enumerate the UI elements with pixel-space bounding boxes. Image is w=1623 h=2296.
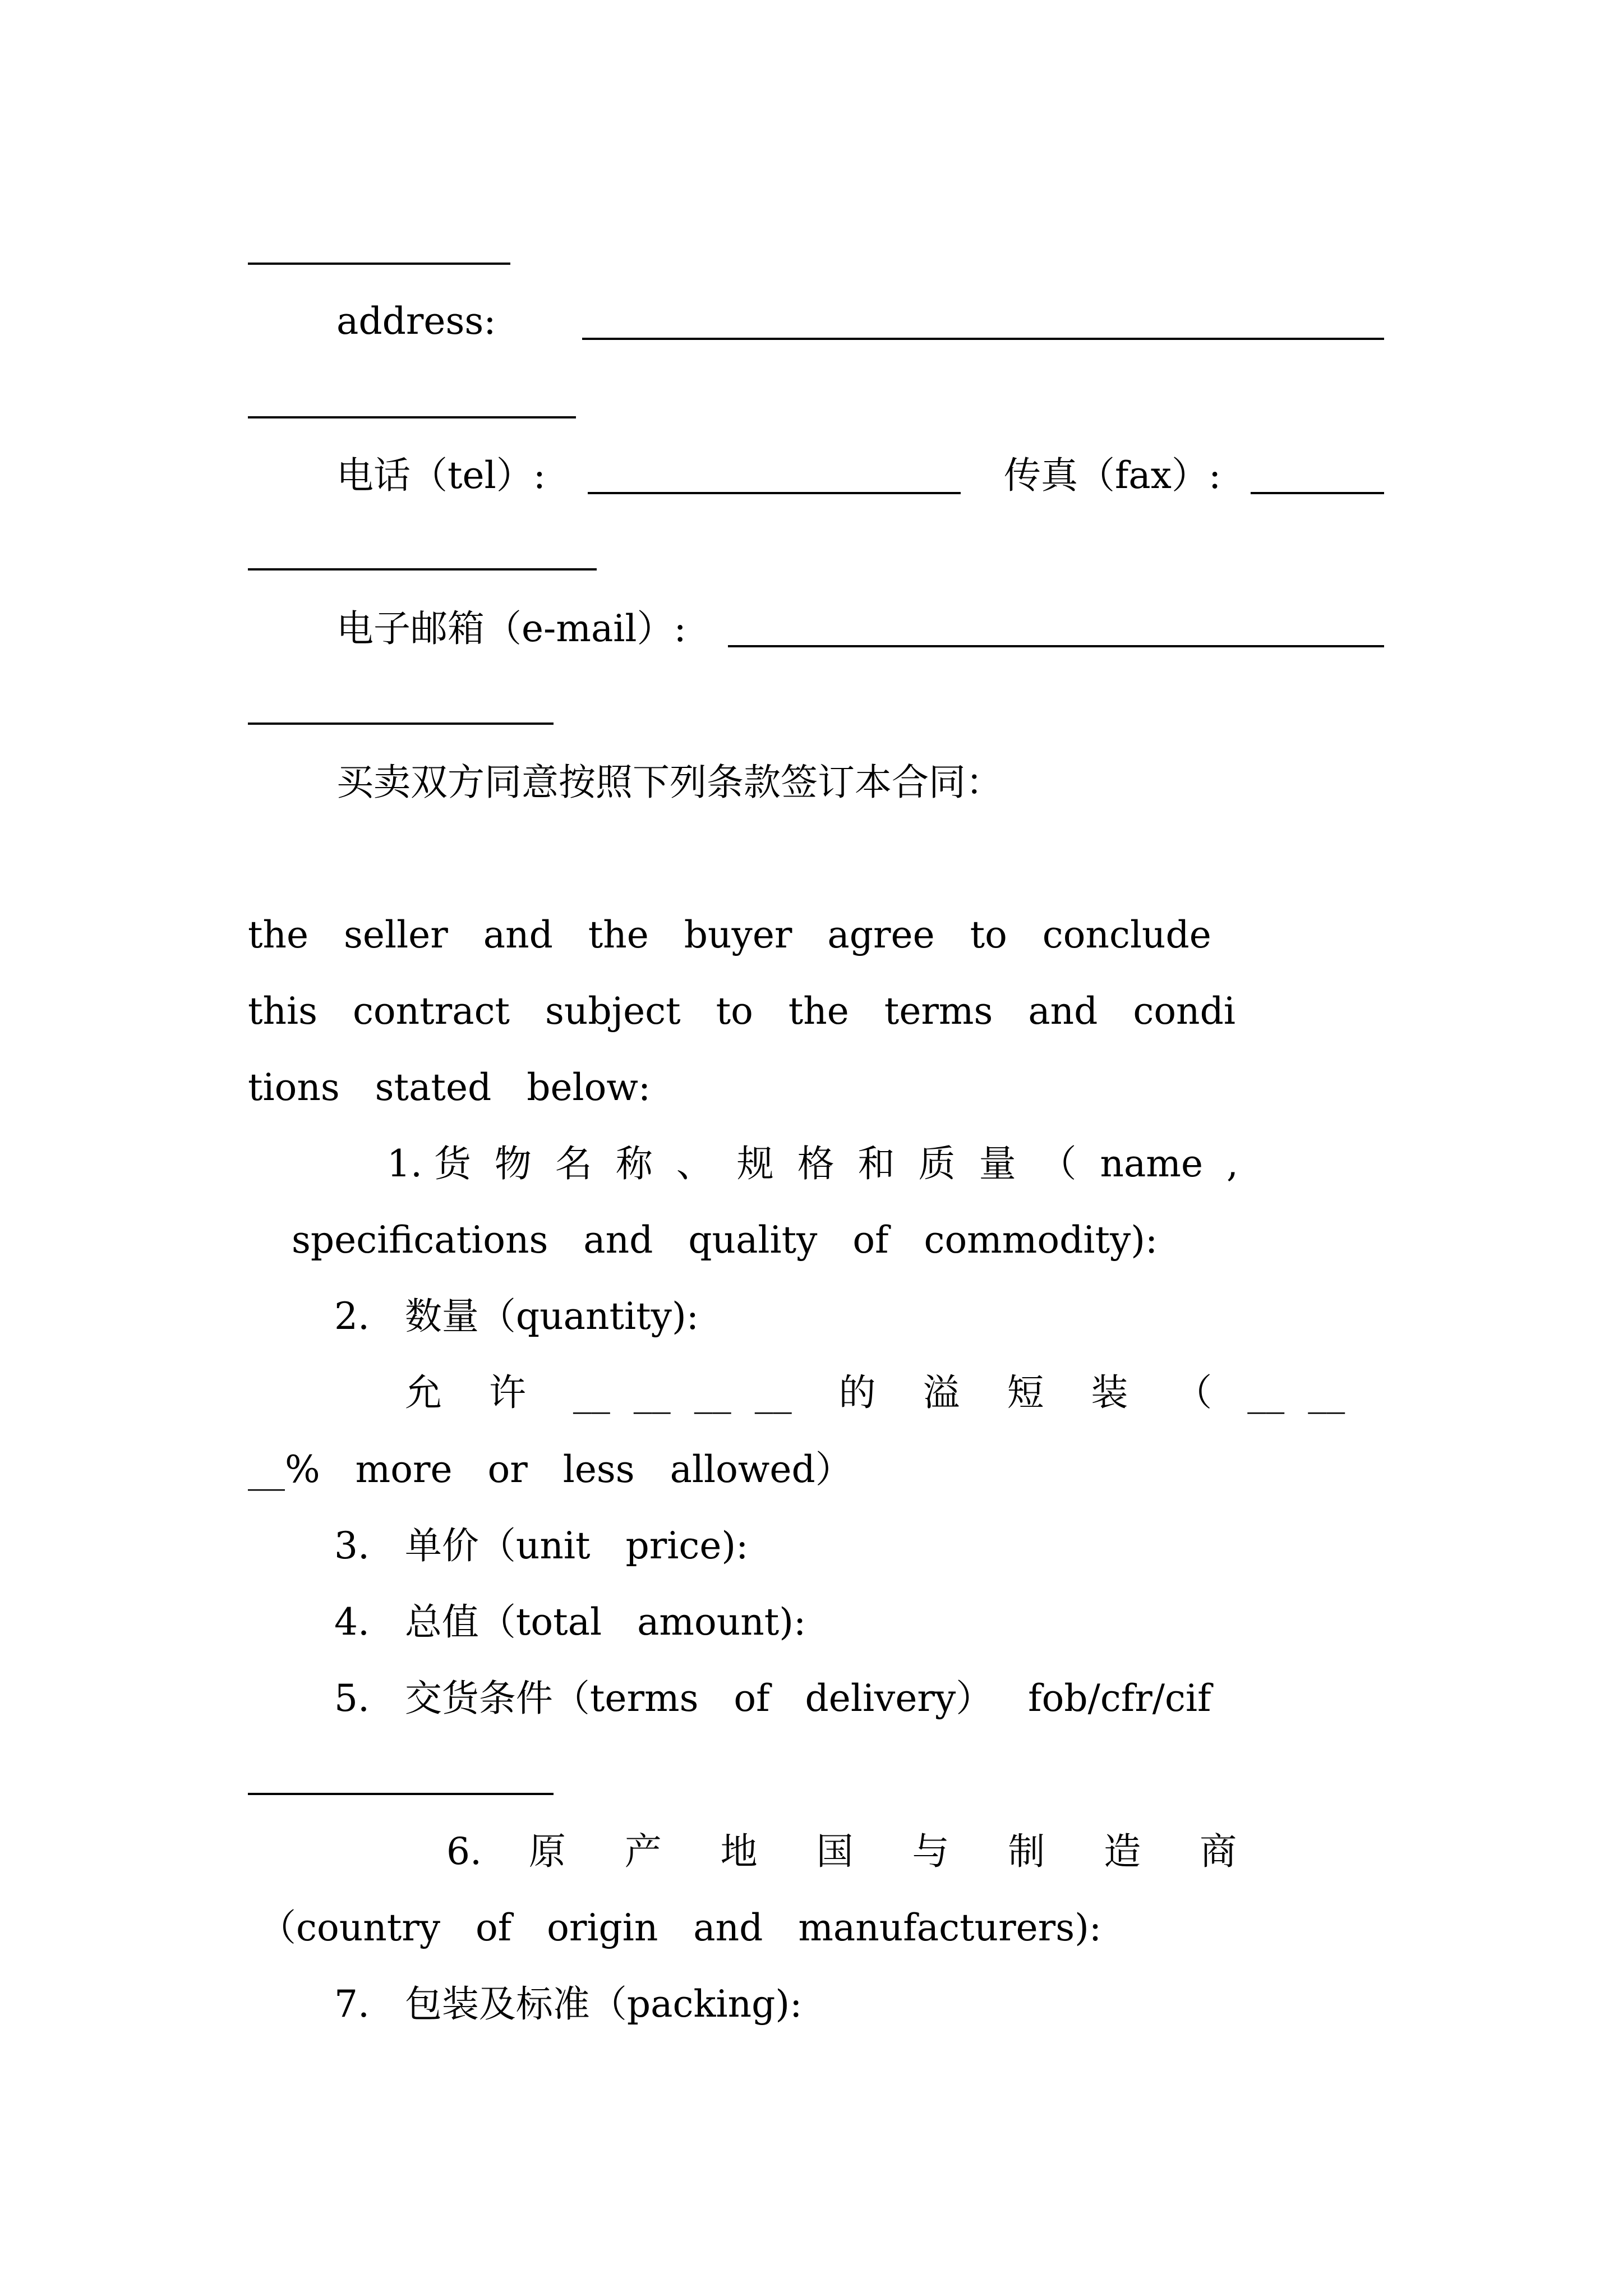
clause-1-line1: 1. 货 物 名 称 、 规 格 和 质 量 （ name ,	[387, 1142, 1238, 1185]
agreement-en-line3: tions stated below:	[248, 1066, 651, 1109]
address-label: address:	[336, 300, 496, 343]
fax-field[interactable]	[1251, 492, 1384, 494]
clause-2: 2. 数量（quantity):	[334, 1295, 699, 1338]
clause-3: 3. 单价（unit price):	[334, 1524, 749, 1567]
clause-6-line1: 6. 原 产 地 国 与 制 造 商	[446, 1830, 1237, 1873]
fax-field-continuation[interactable]	[248, 568, 597, 570]
agreement-en-line2: this contract subject to the terms and condi	[248, 990, 1235, 1033]
agreement-cn: 买卖双方同意按照下列条款签订本合同：	[336, 761, 1003, 804]
tel-label: 电话（tel）:	[336, 454, 546, 497]
tel-field[interactable]	[588, 492, 961, 494]
email-label: 电子邮箱（e-mail）:	[336, 607, 686, 650]
delivery-terms-field[interactable]	[248, 1793, 554, 1795]
clause-2-allowance-line2: __% more or less allowed）	[248, 1448, 852, 1491]
fax-label: 传真（fax）:	[1004, 454, 1221, 497]
address-field[interactable]	[582, 338, 1384, 340]
email-field-continuation[interactable]	[248, 723, 554, 725]
clause-7: 7. 包装及标准（packing):	[334, 1982, 803, 2026]
clause-2-allowance-line1: 允 许 __ __ __ __ 的 溢 短 装 （ __ __	[405, 1371, 1345, 1414]
email-field[interactable]	[728, 645, 1384, 647]
clause-6-line2: （country of origin and manufacturers):	[259, 1906, 1102, 1949]
address-field-continuation[interactable]	[248, 416, 576, 418]
clause-5: 5. 交货条件（terms of delivery） fob/cfr/cif	[334, 1677, 1211, 1720]
clause-4: 4. 总值（total amount):	[334, 1600, 806, 1644]
blank-line	[248, 263, 510, 265]
clause-1-line2: specifications and quality of commodity):	[292, 1218, 1158, 1262]
agreement-en-line1: the seller and the buyer agree to conclude	[248, 913, 1211, 956]
